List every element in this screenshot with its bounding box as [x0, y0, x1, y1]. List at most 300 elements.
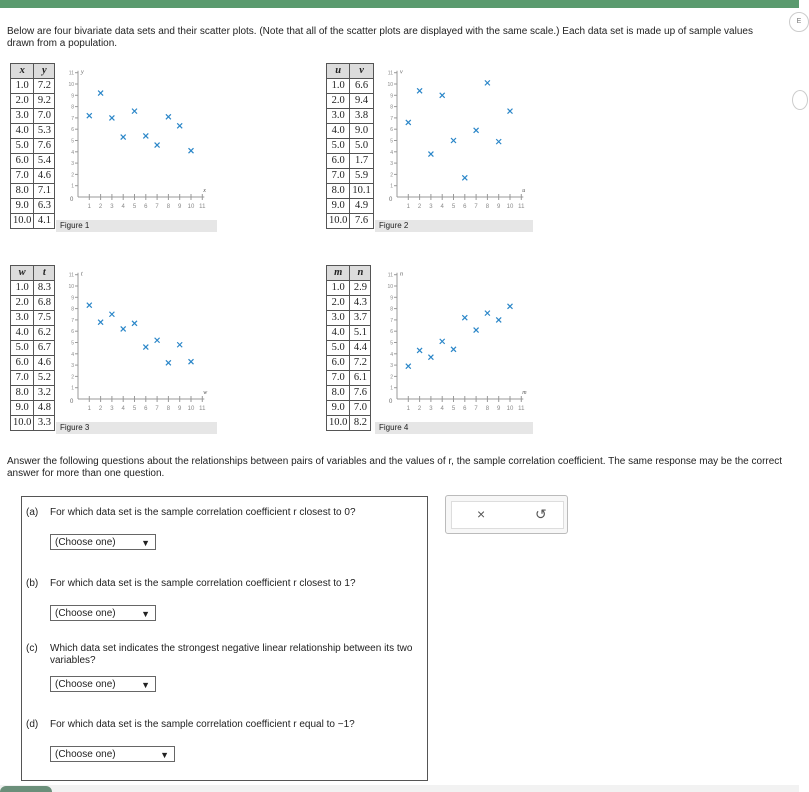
scatter-point — [87, 303, 92, 308]
col-header: y — [34, 64, 55, 79]
table-cell: 1.0 — [11, 79, 34, 94]
x-tick-label: 1 — [87, 204, 91, 210]
y-tick-label: 11 — [387, 70, 393, 77]
table-cell: 8.0 — [11, 386, 34, 401]
table-cell: 3.8 — [350, 109, 373, 124]
dataset-panel-1 — [10, 63, 216, 235]
origin-label: 0 — [389, 399, 393, 405]
scatter-point — [417, 348, 422, 353]
x-tick-label: 10 — [187, 204, 195, 210]
table-cell: 3.2 — [34, 386, 55, 401]
table-row — [327, 416, 371, 431]
scatter-point — [143, 345, 148, 350]
scatter-point — [406, 120, 411, 125]
y-tick-label: 8 — [390, 306, 393, 313]
table-cell: 6.6 — [350, 79, 373, 94]
x-tick-label: 3 — [429, 204, 433, 210]
table-cell: 9.0 — [327, 199, 350, 214]
y-tick-label: 4 — [71, 149, 74, 156]
x-tick-label: 11 — [518, 204, 525, 210]
table-cell: 2.0 — [327, 296, 350, 311]
table-cell: 1.0 — [327, 281, 350, 296]
side-button-top[interactable]: E — [789, 12, 809, 32]
question-label: (b) — [26, 578, 39, 589]
y-tick-label: 8 — [71, 104, 74, 111]
answer-select-c[interactable] — [50, 676, 156, 692]
table-cell: 10.0 — [327, 416, 350, 431]
x-tick-label: 4 — [440, 204, 444, 210]
table-cell: 3.0 — [327, 311, 350, 326]
table-cell: 9.4 — [350, 94, 373, 109]
x-tick-label: 9 — [178, 406, 182, 412]
answer-select-a[interactable] — [50, 534, 156, 550]
scatter-point — [406, 364, 411, 369]
question-b — [26, 578, 421, 590]
question-a — [26, 507, 421, 519]
table-cell: 8.0 — [11, 184, 34, 199]
scatter-point — [451, 138, 456, 143]
table-row — [327, 401, 371, 416]
table-cell: 9.0 — [11, 199, 34, 214]
table-cell: 2.0 — [11, 296, 34, 311]
table-cell: 8.0 — [327, 386, 350, 401]
table-cell: 1.7 — [350, 154, 373, 169]
table-cell: 4.0 — [11, 124, 34, 139]
table-cell: 6.0 — [11, 154, 34, 169]
table-row — [327, 281, 371, 296]
figure-label: Figure 3 — [56, 422, 217, 434]
table-cell: 6.3 — [34, 199, 55, 214]
table-cell: 3.0 — [11, 311, 34, 326]
y-tick-label: 1 — [390, 183, 393, 190]
table-row — [327, 386, 371, 401]
data-table-1 — [10, 63, 55, 229]
x-axis-label: w — [203, 390, 208, 396]
x-icon[interactable]: × — [477, 506, 486, 522]
table-cell: 7.6 — [350, 386, 371, 401]
x-tick-label: 7 — [474, 406, 478, 412]
figure-label: Figure 1 — [56, 220, 217, 232]
question-d — [26, 719, 421, 731]
table-row — [11, 356, 55, 371]
bottom-bar — [0, 785, 799, 792]
scatter-point — [496, 139, 501, 144]
y-tick-label: 3 — [71, 161, 74, 168]
table-cell: 5.1 — [350, 326, 371, 341]
y-tick-label: 9 — [390, 295, 393, 302]
top-accent-bar — [0, 0, 799, 8]
scatter-point — [155, 338, 160, 343]
y-tick-label: 3 — [390, 161, 393, 168]
table-cell: 2.0 — [11, 94, 34, 109]
table-cell: 7.6 — [350, 214, 373, 229]
table-cell: 5.0 — [327, 139, 350, 154]
table-row — [327, 199, 374, 214]
table-cell: 6.2 — [34, 326, 55, 341]
table-row — [11, 311, 55, 326]
col-header: w — [11, 266, 34, 281]
y-tick-label: 9 — [71, 93, 74, 100]
table-row — [11, 281, 55, 296]
x-tick-label: 4 — [121, 406, 125, 412]
y-tick-label: 5 — [390, 340, 393, 347]
side-button-middle[interactable] — [792, 90, 808, 110]
table-cell: 4.4 — [350, 341, 371, 356]
x-tick-label: 3 — [110, 204, 114, 210]
x-tick-label: 3 — [110, 406, 114, 412]
table-row — [327, 214, 374, 229]
table-cell: 7.1 — [34, 184, 55, 199]
table-cell: 7.2 — [350, 356, 371, 371]
y-tick-label: 2 — [71, 374, 74, 381]
data-table-3 — [10, 265, 55, 431]
question-text: Which data set indicates the strongest negative linear relationship between its two variables? — [50, 643, 413, 666]
col-header: v — [350, 64, 373, 79]
x-tick-label: 6 — [463, 204, 467, 210]
x-tick-label: 6 — [144, 204, 148, 210]
table-row — [11, 184, 55, 199]
chevron-down-icon: ▼ — [141, 609, 150, 619]
table-row — [11, 386, 55, 401]
table-cell: 5.0 — [11, 341, 34, 356]
table-row — [11, 139, 55, 154]
table-cell: 10.0 — [327, 214, 350, 229]
intro-text: Below are four bivariate data sets and their scatter plots. (Note that all of the scatter plots are displayed with the same scale.) Each data set is made up of sample values drawn from a population. — [7, 26, 753, 49]
x-tick-label: 2 — [98, 406, 103, 412]
table-row — [11, 341, 55, 356]
chevron-down-icon: ▼ — [160, 750, 169, 760]
scatter-point — [508, 304, 513, 309]
answer-select-d[interactable] — [50, 746, 175, 762]
col-header: t — [34, 266, 55, 281]
y-tick-label: 7 — [71, 317, 74, 324]
table-cell: 6.0 — [11, 356, 34, 371]
y-tick-label: 4 — [71, 351, 74, 358]
table-row — [11, 94, 55, 109]
scatter-point — [143, 133, 148, 138]
scatter-point — [451, 347, 456, 352]
table-cell: 6.0 — [327, 356, 350, 371]
table-cell: 4.0 — [327, 124, 350, 139]
x-tick-label: 8 — [485, 204, 490, 210]
x-tick-label: 2 — [417, 204, 422, 210]
table-row — [11, 401, 55, 416]
scatter-point — [474, 128, 479, 133]
table-cell: 4.6 — [34, 169, 55, 184]
y-tick-label: 4 — [390, 351, 393, 358]
x-axis-label: x — [203, 188, 206, 194]
col-header: x — [11, 64, 34, 79]
scatter-point — [98, 91, 103, 96]
y-tick-label: 11 — [387, 272, 393, 279]
table-cell: 10.0 — [11, 214, 34, 229]
table-row — [327, 79, 374, 94]
scatter-point — [485, 80, 490, 85]
table-row — [11, 214, 55, 229]
table-row — [11, 296, 55, 311]
table-cell: 3.3 — [34, 416, 55, 431]
y-tick-label: 7 — [390, 115, 393, 122]
scatter-point — [508, 109, 513, 114]
y-tick-label: 8 — [71, 306, 74, 313]
x-tick-label: 5 — [451, 406, 456, 412]
y-tick-label: 11 — [68, 70, 74, 77]
x-tick-label: 11 — [199, 204, 206, 210]
table-row — [327, 184, 374, 199]
scatter-point — [98, 320, 103, 325]
y-tick-label: 6 — [71, 127, 74, 134]
y-tick-label: 10 — [68, 284, 74, 290]
table-cell: 8.3 — [34, 281, 55, 296]
x-tick-label: 3 — [429, 406, 433, 412]
table-cell: 2.0 — [327, 94, 350, 109]
origin-label: 0 — [70, 197, 74, 203]
scatter-point — [474, 328, 479, 333]
col-header: m — [327, 266, 350, 281]
y-tick-label: 10 — [387, 82, 393, 88]
x-tick-label: 9 — [178, 204, 182, 210]
table-row — [327, 356, 371, 371]
scatter-point — [428, 152, 433, 157]
scatter-point — [132, 321, 137, 326]
chevron-down-icon: ▼ — [141, 538, 150, 548]
table-row — [327, 94, 374, 109]
y-tick-label: 2 — [71, 172, 74, 179]
table-row — [11, 154, 55, 169]
scatter-point — [189, 359, 194, 364]
question-label: (a) — [26, 507, 39, 518]
figure-label: Figure 4 — [375, 422, 533, 434]
table-cell: 5.9 — [350, 169, 373, 184]
origin-label: 0 — [389, 197, 393, 203]
answer-actions-inner — [451, 501, 564, 529]
question-text: For which data set is the sample correlation coefficient r closest to 0? — [50, 507, 356, 518]
table-cell: 3.7 — [350, 311, 371, 326]
dataset-panel-3 — [10, 265, 216, 437]
y-tick-label: 1 — [71, 385, 74, 392]
table-cell: 7.0 — [11, 169, 34, 184]
table-row — [11, 109, 55, 124]
scatter-plot-1 — [62, 69, 214, 219]
scatter-plot-4 — [381, 271, 533, 421]
table-cell: 5.2 — [34, 371, 55, 386]
scatter-point — [155, 143, 160, 148]
select-value: (Choose one) — [55, 749, 116, 760]
scatter-point — [166, 360, 171, 365]
scatter-point — [132, 109, 137, 114]
x-tick-label: 1 — [406, 406, 410, 412]
table-cell: 5.0 — [327, 341, 350, 356]
col-header: n — [350, 266, 371, 281]
table-cell: 5.0 — [350, 139, 373, 154]
table-cell: 4.9 — [350, 199, 373, 214]
table-cell: 5.3 — [34, 124, 55, 139]
scatter-point — [462, 175, 467, 180]
x-tick-label: 10 — [187, 406, 195, 412]
figure-label: Figure 2 — [375, 220, 533, 232]
table-cell: 6.1 — [350, 371, 371, 386]
dataset-panel-2 — [326, 63, 532, 235]
table-cell: 7.5 — [34, 311, 55, 326]
table-cell: 7.6 — [34, 139, 55, 154]
y-tick-label: 5 — [390, 138, 393, 145]
x-tick-label: 8 — [166, 204, 171, 210]
y-axis-label: y — [81, 69, 84, 76]
y-tick-label: 6 — [71, 329, 74, 336]
table-row — [11, 79, 55, 94]
scatter-point — [462, 315, 467, 320]
x-tick-label: 1 — [87, 406, 91, 412]
table-cell: 7.0 — [34, 109, 55, 124]
x-tick-label: 9 — [497, 204, 501, 210]
data-table-2 — [326, 63, 374, 229]
table-cell: 4.0 — [11, 326, 34, 341]
table-cell: 4.8 — [34, 401, 55, 416]
x-tick-label: 4 — [440, 406, 444, 412]
table-row — [11, 169, 55, 184]
answer-select-b[interactable] — [50, 605, 156, 621]
scatter-point — [428, 355, 433, 360]
x-tick-label: 10 — [506, 204, 514, 210]
table-cell: 3.0 — [327, 109, 350, 124]
scatter-point — [440, 339, 445, 344]
x-tick-label: 1 — [406, 204, 410, 210]
x-tick-label: 8 — [166, 406, 171, 412]
table-cell: 7.0 — [11, 371, 34, 386]
table-cell: 2.9 — [350, 281, 371, 296]
table-cell: 8.0 — [327, 184, 350, 199]
scatter-point — [485, 311, 490, 316]
y-tick-label: 5 — [71, 340, 74, 347]
x-tick-label: 7 — [155, 204, 159, 210]
x-tick-label: 8 — [485, 406, 490, 412]
question-label: (d) — [26, 719, 39, 730]
y-axis-label: n — [400, 271, 403, 278]
instructions-text: Answer the following questions about the relationships between pairs of variables and the values of r, the sample correlation coefficient. The same response may be the correct answer for more than one question. — [7, 456, 783, 479]
table-cell: 4.0 — [327, 326, 350, 341]
x-tick-label: 11 — [199, 406, 206, 412]
answer-actions — [445, 495, 568, 534]
y-tick-label: 3 — [71, 363, 74, 370]
scatter-plot-2 — [381, 69, 533, 219]
table-cell: 9.0 — [327, 401, 350, 416]
table-row — [327, 124, 374, 139]
scatter-point — [496, 317, 501, 322]
x-tick-label: 2 — [417, 406, 422, 412]
x-tick-label: 2 — [98, 204, 103, 210]
table-row — [327, 296, 371, 311]
table-cell: 4.1 — [34, 214, 55, 229]
y-tick-label: 6 — [390, 127, 393, 134]
scatter-point — [109, 312, 114, 317]
table-cell: 3.0 — [11, 109, 34, 124]
y-tick-label: 7 — [390, 317, 393, 324]
y-tick-label: 7 — [71, 115, 74, 122]
y-axis-label: v — [400, 69, 403, 76]
y-tick-label: 2 — [390, 172, 393, 179]
table-cell: 4.3 — [350, 296, 371, 311]
table-row — [11, 326, 55, 341]
table-cell: 6.8 — [34, 296, 55, 311]
y-tick-label: 5 — [71, 138, 74, 145]
table-cell: 7.0 — [327, 371, 350, 386]
y-tick-label: 3 — [390, 363, 393, 370]
table-row — [11, 124, 55, 139]
y-tick-label: 6 — [390, 329, 393, 336]
y-tick-label: 8 — [390, 104, 393, 111]
y-tick-label: 4 — [390, 149, 393, 156]
question-c — [26, 643, 421, 667]
scatter-point — [417, 88, 422, 93]
table-row — [327, 154, 374, 169]
y-tick-label: 9 — [71, 295, 74, 302]
table-row — [11, 371, 55, 386]
x-tick-label: 6 — [463, 406, 467, 412]
question-label: (c) — [26, 643, 38, 654]
x-tick-label: 11 — [518, 406, 525, 412]
y-tick-label: 10 — [387, 284, 393, 290]
table-cell: 1.0 — [327, 79, 350, 94]
x-tick-label: 10 — [506, 406, 514, 412]
select-value: (Choose one) — [55, 679, 116, 690]
undo-icon[interactable]: ↺ — [535, 506, 547, 522]
table-cell: 9.2 — [34, 94, 55, 109]
table-cell: 9.0 — [350, 124, 373, 139]
y-tick-label: 10 — [68, 82, 74, 88]
table-cell: 7.2 — [34, 79, 55, 94]
dataset-panel-4 — [326, 265, 532, 437]
data-table-4 — [326, 265, 371, 431]
table-row — [327, 341, 371, 356]
table-cell: 7.0 — [350, 401, 371, 416]
x-axis-label: m — [522, 390, 527, 396]
scatter-point — [440, 93, 445, 98]
x-tick-label: 7 — [474, 204, 478, 210]
x-tick-label: 9 — [497, 406, 501, 412]
x-tick-label: 7 — [155, 406, 159, 412]
table-cell: 1.0 — [11, 281, 34, 296]
y-tick-label: 9 — [390, 93, 393, 100]
table-row — [327, 169, 374, 184]
scatter-point — [87, 113, 92, 118]
chevron-down-icon: ▼ — [141, 680, 150, 690]
table-cell: 10.1 — [350, 184, 373, 199]
table-cell: 4.6 — [34, 356, 55, 371]
y-tick-label: 1 — [390, 385, 393, 392]
bottom-tab[interactable] — [0, 786, 52, 792]
x-tick-label: 5 — [132, 204, 137, 210]
select-value: (Choose one) — [55, 608, 116, 619]
y-tick-label: 1 — [71, 183, 74, 190]
x-axis-label: u — [522, 188, 526, 194]
table-cell: 6.7 — [34, 341, 55, 356]
x-tick-label: 4 — [121, 204, 125, 210]
table-cell: 6.0 — [327, 154, 350, 169]
scatter-point — [109, 115, 114, 120]
table-row — [327, 311, 371, 326]
table-row — [327, 109, 374, 124]
table-cell: 7.0 — [327, 169, 350, 184]
origin-label: 0 — [70, 399, 74, 405]
table-row — [327, 371, 371, 386]
x-tick-label: 5 — [132, 406, 137, 412]
table-row — [11, 416, 55, 431]
table-cell: 5.4 — [34, 154, 55, 169]
scatter-point — [121, 135, 126, 140]
col-header: u — [327, 64, 350, 79]
scatter-point — [121, 326, 126, 331]
select-value: (Choose one) — [55, 537, 116, 548]
